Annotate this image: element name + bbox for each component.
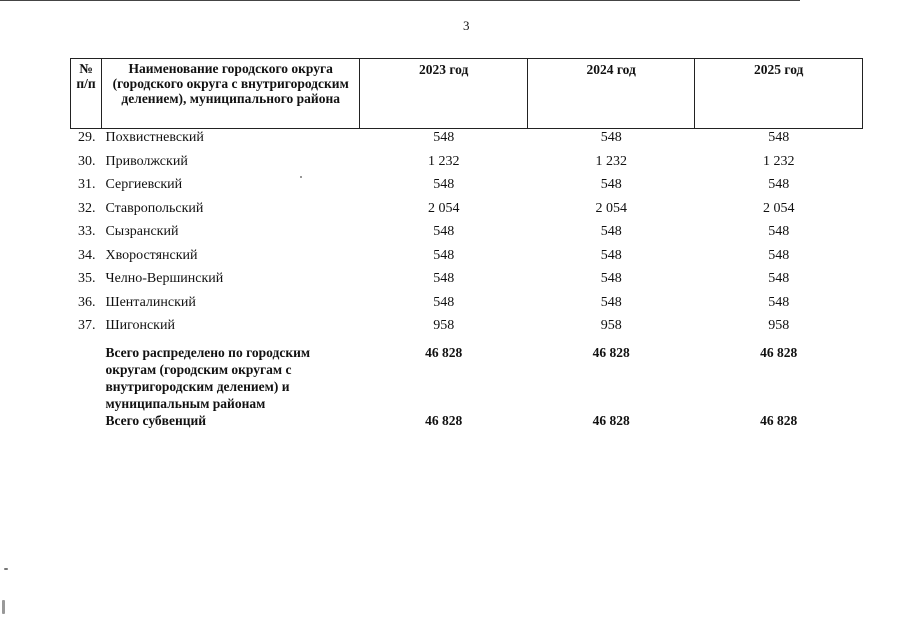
row-number: 34. bbox=[77, 247, 96, 263]
row-name: Хворостянский bbox=[105, 247, 198, 263]
table-row bbox=[71, 153, 863, 177]
row-value-2023: 2 054 bbox=[427, 200, 460, 216]
row-number: 29. bbox=[77, 130, 96, 145]
row-name: Шенталинский bbox=[105, 294, 196, 310]
row-name: Похвистневский bbox=[105, 130, 204, 145]
header-name: Наименование городского округа (городского округа с внутригородским делением), муниципального района bbox=[101, 59, 359, 129]
row-value-2024: 958 bbox=[600, 318, 622, 333]
total-subventions-2025: 46 828 bbox=[760, 412, 798, 428]
row-value-2024: 548 bbox=[600, 177, 622, 192]
total-subventions-2023: 46 828 bbox=[425, 412, 463, 428]
row-value-2024: 2 054 bbox=[595, 200, 627, 216]
row-value-2024: 548 bbox=[600, 130, 622, 145]
row-value-2025: 958 bbox=[768, 318, 790, 333]
row-value-2025: 2 054 bbox=[762, 200, 795, 216]
row-number: 35. bbox=[77, 271, 96, 286]
table-body bbox=[71, 129, 863, 434]
total-distributed-row bbox=[71, 341, 863, 412]
row-name: Сергиевский bbox=[105, 177, 183, 192]
row-value-2023: 548 bbox=[433, 224, 455, 239]
table-row bbox=[71, 247, 863, 271]
row-value-2023: 958 bbox=[433, 318, 455, 333]
total-distributed-2024: 46 828 bbox=[592, 344, 630, 360]
row-value-2025: 548 bbox=[768, 294, 790, 310]
row-name: Челно-Вершинский bbox=[105, 271, 224, 286]
header-number: № п/п bbox=[71, 59, 102, 129]
row-value-2024: 1 232 bbox=[595, 153, 627, 169]
table-row bbox=[71, 294, 863, 318]
table-row bbox=[71, 270, 863, 294]
header-year-2024: 2024 год bbox=[527, 59, 695, 129]
scan-speck bbox=[2, 600, 5, 614]
row-value-2023: 548 bbox=[433, 177, 455, 192]
table-row bbox=[71, 129, 863, 153]
total-subventions-row bbox=[71, 412, 863, 434]
row-value-2024: 548 bbox=[600, 224, 622, 239]
scan-speck bbox=[4, 568, 8, 570]
header-year-2025: 2025 год bbox=[695, 59, 863, 129]
total-subventions-num bbox=[71, 412, 102, 434]
row-value-2024: 548 bbox=[600, 271, 622, 286]
row-number: 33. bbox=[77, 224, 96, 239]
row-number: 37. bbox=[77, 318, 96, 333]
top-rule bbox=[0, 0, 800, 1]
row-number: 32. bbox=[77, 200, 96, 216]
row-value-2024: 548 bbox=[600, 247, 622, 263]
table-row bbox=[71, 176, 863, 200]
row-value-2025: 548 bbox=[768, 224, 790, 239]
total-distributed-num bbox=[71, 341, 102, 412]
row-value-2025: 548 bbox=[768, 271, 790, 286]
total-subventions-2024: 46 828 bbox=[592, 412, 630, 428]
table-row bbox=[71, 317, 863, 341]
row-number: 31. bbox=[77, 177, 96, 192]
row-value-2023: 548 bbox=[433, 247, 455, 263]
row-number: 30. bbox=[77, 153, 96, 169]
row-value-2023: 1 232 bbox=[427, 153, 460, 169]
total-distributed-label: Всего распределено по городским округам (городским округам с внутригородским делением) и муниципальным районам bbox=[105, 344, 311, 411]
row-value-2025: 548 bbox=[768, 177, 790, 192]
row-name: Приволжский bbox=[105, 153, 188, 169]
table-row bbox=[71, 223, 863, 247]
row-value-2025: 548 bbox=[768, 130, 790, 145]
row-value-2023: 548 bbox=[433, 271, 455, 286]
row-value-2023: 548 bbox=[433, 294, 455, 310]
total-distributed-2023: 46 828 bbox=[425, 344, 463, 360]
row-number: 36. bbox=[77, 294, 96, 310]
row-name: Шигонский bbox=[105, 318, 175, 333]
row-value-2025: 1 232 bbox=[762, 153, 795, 169]
row-value-2024: 548 bbox=[600, 294, 622, 310]
total-subventions-label: Всего субвенций bbox=[105, 412, 207, 428]
scan-speck bbox=[300, 176, 302, 178]
table-header-row bbox=[71, 59, 863, 129]
table-row bbox=[71, 200, 863, 224]
row-value-2023: 548 bbox=[433, 130, 455, 145]
subvention-table bbox=[70, 58, 863, 434]
total-distributed-2025: 46 828 bbox=[760, 344, 798, 360]
row-value-2025: 548 bbox=[768, 247, 790, 263]
page-number: 3 bbox=[463, 18, 470, 33]
row-name: Ставропольский bbox=[105, 200, 204, 216]
row-name: Сызранский bbox=[105, 224, 179, 239]
header-year-2023: 2023 год bbox=[360, 59, 528, 129]
